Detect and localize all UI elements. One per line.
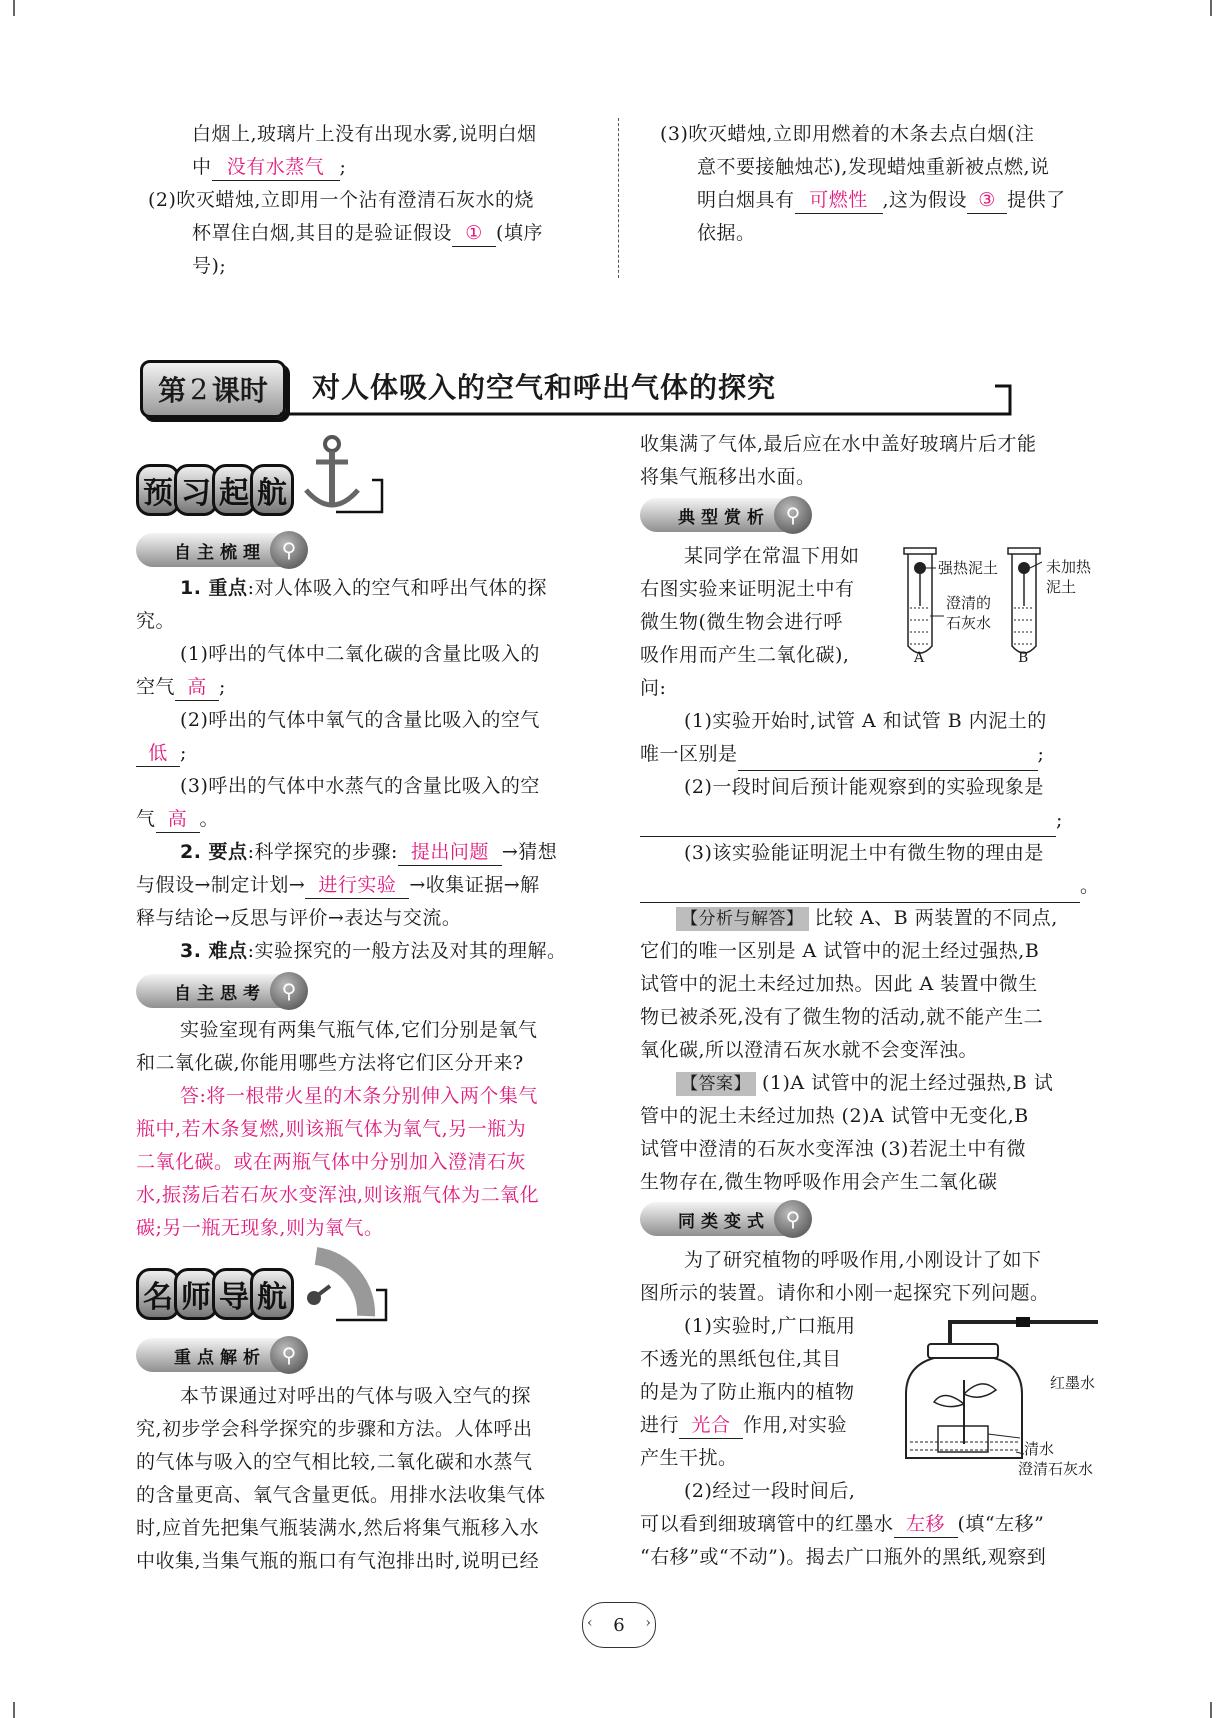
crop-mark-bl [0, 1688, 30, 1718]
left-key-points: 1. 重点:对人体吸入的空气和呼出气体的探 究。 (1)呼出的气体中二氧化碳的含量比吸入的 空气 高 ; (2)呼出的气体中氧气的含量比吸入的空气 低 ; (3)呼出的气体中水蒸气的含量比吸入的空 气 高 。 2. 要点:科学探究的步骤: 提出问题 →猜想 与假设→制定计划→ 进行实验 →收集证据→解 释与结论→反思与评价→表达与交流。 3. 难点:实验探究的一般方法及对其的理解。 [136, 577, 567, 962]
empty-blank [738, 748, 1038, 771]
example-intro: 某同学在常温下用如 右图实验来证明泥土中有 微生物(微生物会进行呼 吸作用而产生二氧化碳), 问: [640, 545, 860, 699]
fig2-label-ink: 红墨水 [1050, 1374, 1096, 1392]
column-divider-top [618, 118, 619, 278]
answer-blank: 没有水蒸气 [212, 154, 340, 181]
tube-b [1008, 548, 1042, 653]
magnifier-icon: ⚲ [270, 1336, 308, 1374]
anchor-icon [296, 432, 386, 522]
lesson-header [140, 360, 1020, 416]
crop-mark-tr [1195, 0, 1225, 30]
empty-blank [640, 880, 1080, 903]
pill-self-review: 自主梳理 ⚲ [136, 533, 306, 567]
fig1-label-heated: 强热泥土 [938, 559, 999, 577]
magnifier-icon: ⚲ [270, 972, 308, 1010]
fig2-label-lime: 澄清石灰水 [1018, 1460, 1094, 1478]
magnifier-icon: ⚲ [774, 496, 812, 534]
answer-blank: ① [452, 220, 496, 247]
chevron-right-icon: › [645, 1615, 651, 1631]
pill-self-think: 自主思考 ⚲ [136, 974, 306, 1008]
jar-figure [898, 1314, 1103, 1474]
analysis-answer: 【分析与解答】 比较 A、B 两装置的不同点, 它们的唯一区别是 A 试管中的泥土经过强热,B 试管中的泥土未经过加热。因此 A 装置中微生 物已被杀死,没有了微生物的活动,就不能产生二 氧化碳,所以澄清石灰水就不会变浑浊。 【答案】 (1)A 试管中的泥土经过强热,B 试 管中的泥土未经过加热 (2)A 试管中无变化,B 试管中澄清的石灰水变浑浊 (3)若泥土中有微 生物存在,微生物呼吸作用会产生二氧化碳 [640, 907, 1058, 1193]
page-number-badge [582, 1602, 656, 1648]
banner-teacher-guide: 名 师 导 航 [136, 1268, 288, 1320]
answer-tag: 【答案】 [676, 1072, 756, 1096]
answer-blank: 左移 [894, 1511, 958, 1538]
answer-blank: 高 [156, 806, 200, 833]
pill-typical: 典型赏析 ⚲ [640, 498, 810, 532]
answer-blank: 提出问题 [398, 839, 502, 866]
answer-blank: 进行实验 [305, 872, 409, 899]
crop-mark-br [1195, 1688, 1225, 1718]
top-right-block: (3)吹灭蜡烛,立即用燃着的木条去点白烟(注 意不要接触烛芯),发现蜡烛重新被点燃,说 明白烟具有 可燃性 ,这为假设 ③ 提供了 依据。 [660, 123, 1066, 244]
answer-blank: ③ [967, 187, 1007, 214]
gauge-icon [296, 1246, 392, 1326]
banner-preview: 预 习 起 航 [136, 464, 288, 516]
lesson-title: 对人体吸入的空气和呼出气体的探究 [312, 371, 777, 404]
lesson-number-box: 第 2 课时 [140, 360, 286, 418]
top-left-block: 白烟上,玻璃片上没有出现水雾,说明白烟 中 没有水蒸气 ; (2)吹灭蜡烛,立即用一个沾有澄清石灰水的烧 杯罩住白烟,其目的是验证假设 ① (填序 号); [148, 123, 543, 277]
answer-blank: 低 [136, 740, 180, 767]
magnifier-icon: ⚲ [270, 531, 308, 569]
key-analysis-text: 本节课通过对呼出的气体与吸入空气的探 究,初步学会科学探究的步骤和方法。人体呼出 的气体与吸入的空气相比较,二氧化碳和水蒸气 的含量更高、氧气含量更低。用排水法收集气体 时,应首先把集气瓶装满水,然后将集气瓶移入水 中收集,当集气瓶的瓶口有气泡排出时,说明已经 [136, 1385, 546, 1572]
answer-blank: 可燃性 [795, 187, 883, 214]
pill-variant: 同类变式 ⚲ [640, 1202, 810, 1236]
self-think-qa: 实验室现有两集气瓶气体,它们分别是氧气 和二氧化碳,你能用哪些方法将它们区分开来? 答:将一根带火星的木条分别伸入两个集气 瓶中,若木条复燃,则该瓶气体为氧气,另一瓶为 二氧化碳。或在两瓶气体中分别加入澄清石灰 水,振荡后若石灰水变浑浊,则该瓶气体为二氧化 碳;另一瓶无现象,则为氧气。 [136, 1019, 540, 1239]
fig1-label-b: B [1018, 650, 1029, 666]
fig1-label-lime1: 澄清的 [946, 594, 992, 612]
example-questions: (1)实验开始时,试管 A 和试管 B 内泥土的 唯一区别是 ; (2)一段时间后预计能观察到的实验现象是 ; (3)该实验能证明泥土中有微生物的理由是 。 [640, 705, 1110, 903]
fig1-label-a: A [914, 650, 925, 666]
analysis-tag: 【分析与解答】 [676, 907, 809, 931]
answer-blank: 高 [175, 674, 219, 701]
variant-q2: 可以看到细玻璃管中的红墨水 左移 (填“左移” “右移”或“不动”)。揭去广口瓶外的黑纸,观察到 [640, 1513, 1047, 1568]
variant-intro: 为了研究植物的呼吸作用,小刚设计了如下 图所示的装置。请你和小刚一起探究下列问题。 [640, 1249, 1050, 1304]
lesson-underline [280, 360, 1025, 418]
fig1-label-soil: 泥土 [1046, 578, 1077, 596]
empty-blank [640, 814, 1056, 837]
fig1-label-lime2: 石灰水 [946, 614, 992, 632]
fig2-label-water: 清水 [1024, 1440, 1055, 1458]
chevron-left-icon: ‹ [587, 1615, 593, 1631]
pill-key-analysis: 重点解析 ⚲ [136, 1338, 306, 1372]
crop-mark-tl [0, 0, 30, 30]
fig1-label-unheated: 未加热 [1046, 558, 1092, 576]
answer-blank: 光合 [679, 1412, 743, 1439]
variant-q1: (1)实验时,广口瓶用 不透光的黑纸包住,其目 的是为了防止瓶内的植物 进行 光合 作用,对实验 产生干扰。 (2)经过一段时间后, [640, 1315, 856, 1502]
magnifier-icon: ⚲ [774, 1200, 812, 1238]
page-number: 6 [613, 1614, 625, 1636]
right-continuation: 收集满了气体,最后应在水中盖好玻璃片后才能 将集气瓶移出水面。 [640, 433, 1037, 488]
